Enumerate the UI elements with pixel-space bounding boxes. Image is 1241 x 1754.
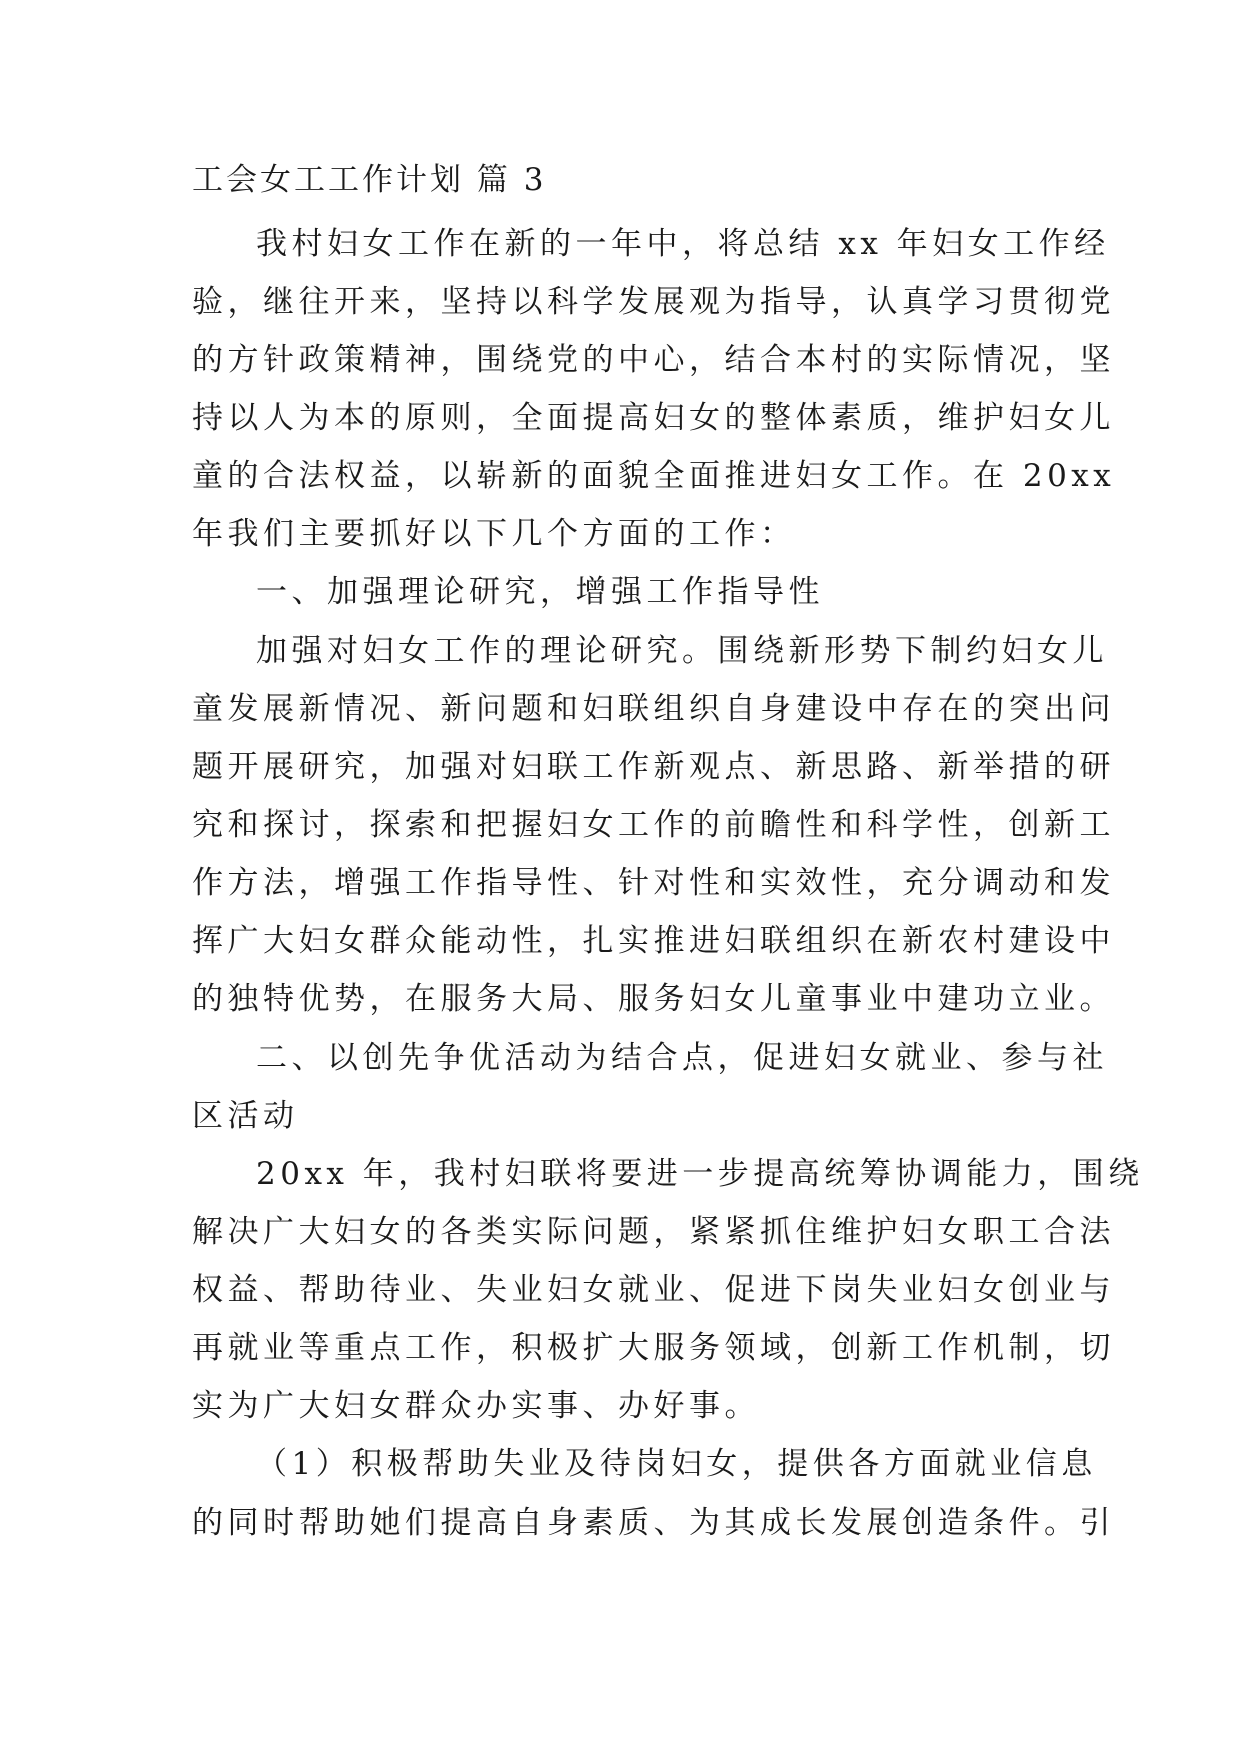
paragraph-line: （1）积极帮助失业及待岗妇女，提供各方面就业信息 [256, 1446, 1097, 1482]
section-heading-continued: 区活动 [192, 1098, 299, 1134]
paragraph-line: 挥广大妇女群众能动性，扎实推进妇联组织在新农村建设中 [192, 923, 1115, 959]
paragraph-line: 权益、帮助待业、失业妇女就业、促进下岗失业妇女创业与 [192, 1272, 1115, 1308]
paragraph-line: 实为广大妇女群众办实事、办好事。 [192, 1388, 760, 1424]
paragraph-line: 究和探讨，探索和把握妇女工作的前瞻性和科学性，创新工 [192, 807, 1115, 843]
paragraph-line: 的方针政策精神，围绕党的中心，结合本村的实际情况，坚 [192, 342, 1115, 378]
section-heading: 二、以创先争优活动为结合点，促进妇女就业、参与社 [256, 1040, 1108, 1076]
paragraph-line: 持以人为本的原则，全面提高妇女的整体素质，维护妇女儿 [192, 400, 1115, 436]
paragraph-line: 作方法，增强工作指导性、针对性和实效性，充分调动和发 [192, 865, 1115, 901]
paragraph-line: 20xx 年，我村妇联将要进一步提高统筹协调能力，围绕 [256, 1156, 1144, 1192]
paragraph-line: 的同时帮助她们提高自身素质、为其成长发展创造条件。引 [192, 1505, 1115, 1541]
paragraph-line: 的独特优势，在服务大局、服务妇女儿童事业中建功立业。 [192, 981, 1115, 1017]
paragraph-line: 验，继往开来，坚持以科学发展观为指导，认真学习贯彻党 [192, 284, 1115, 320]
paragraph-line: 再就业等重点工作，积极扩大服务领域，创新工作机制，切 [192, 1330, 1115, 1366]
document-title: 工会女工工作计划 篇 3 [192, 162, 547, 198]
paragraph-line: 加强对妇女工作的理论研究。围绕新形势下制约妇女儿 [256, 633, 1108, 669]
section-heading: 一、加强理论研究，增强工作指导性 [256, 574, 824, 610]
paragraph-line: 题开展研究，加强对妇联工作新观点、新思路、新举措的研 [192, 749, 1115, 785]
paragraph-line: 童发展新情况、新问题和妇联组织自身建设中存在的突出问 [192, 691, 1115, 727]
paragraph-line: 我村妇女工作在新的一年中，将总结 xx 年妇女工作经 [256, 226, 1110, 262]
paragraph-line: 年我们主要抓好以下几个方面的工作： [192, 516, 796, 552]
paragraph-line: 童的合法权益，以崭新的面貌全面推进妇女工作。在 20xx [192, 458, 1116, 494]
paragraph-line: 解决广大妇女的各类实际问题，紧紧抓住维护妇女职工合法 [192, 1214, 1115, 1250]
